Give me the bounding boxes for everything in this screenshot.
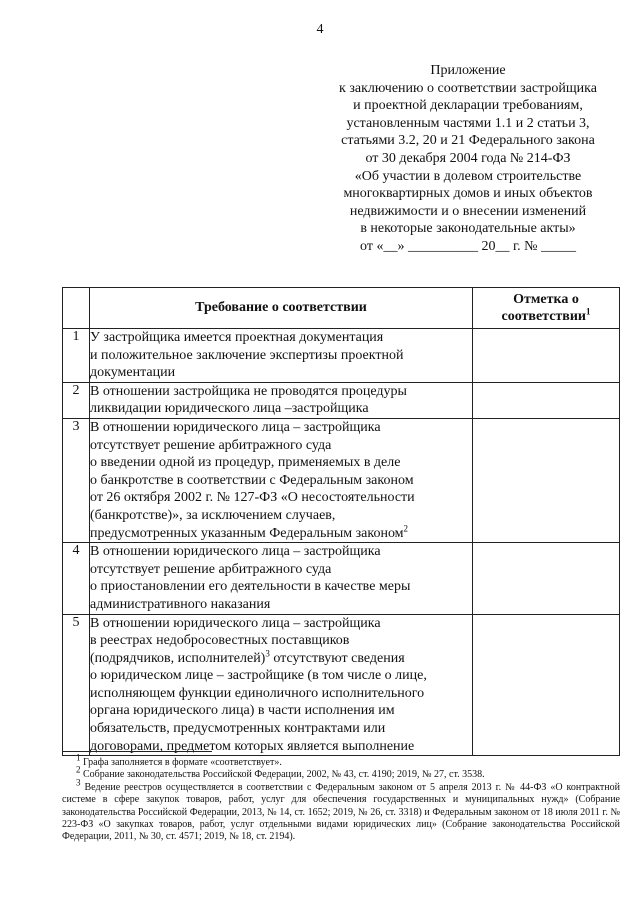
header-requirement: Требование о соответствии [90, 288, 473, 329]
footnote-ref: 3 [265, 648, 270, 659]
appendix-line: недвижимости и о внесении изменений [349, 203, 587, 219]
mark-cell[interactable] [473, 543, 620, 614]
mark-cell[interactable] [473, 614, 620, 756]
text-line: и положительное заключение экспертизы проектной [90, 347, 404, 363]
text-line: документации [90, 365, 176, 381]
requirement-text [90, 543, 473, 614]
text-line: (банкротстве)», за исключением случаев, [90, 507, 336, 523]
appendix-line: статьями 3.2, 20 и 21 Федерального закона [341, 133, 595, 149]
footnote-ref: 2 [403, 522, 409, 533]
appendix-line: от «__» __________ 20__ г. № _____ [360, 238, 576, 254]
requirement-text [90, 382, 473, 418]
row-number: 5 [63, 614, 90, 756]
footnote-mark: 3 [76, 777, 81, 788]
table-row [63, 418, 620, 542]
footnote-separator [62, 751, 212, 752]
requirement-text [90, 418, 473, 542]
text-line: отсутствует решение арбитражного суда [90, 561, 332, 577]
table-row [63, 543, 620, 614]
text-line: В отношении юридического лица – застройщика [90, 615, 381, 631]
row-number: 4 [63, 543, 90, 614]
text-line: о юридическом лице – застройщике (в том числе о лице, [90, 668, 427, 684]
footnote-text: Ведение реестров осуществляется в соответствии с Федеральным законом от 5 апреля 2013 г. № 44-ФЗ «О контрактной системе в сфере закупок товаров, работ, услуг для обеспечения государственных и муниципальных нужд» (Собрание законодательства Российской Федерации, 2013, № 14, ст. 1652; 2019, № 26, ст. 3318) и Федеральным законом от 18 июля 2011 г. № 223-ФЗ «О закупках товаров, работ, услуг отдельными видами юридических лиц» (Собрание законодательства Российской Федерации, 2011, № 30, ст. 4571; 2019, № 18, ст. 2194). [62, 781, 620, 843]
row-number: 3 [63, 418, 90, 542]
appendix-line: установленным частями 1.1 и 2 статьи 3, [346, 115, 590, 131]
requirement-text [90, 614, 473, 756]
text-line-tail: отсутствуют сведения [269, 650, 405, 666]
text-line: административного наказания [90, 596, 271, 612]
text-line: органа юридического лица) в части исполнения им [90, 703, 395, 719]
header-mark-line1: Отметка о [513, 292, 579, 307]
appendix-line: от 30 декабря 2004 года № 214-ФЗ [365, 150, 571, 166]
footnote-ref: 1 [586, 306, 591, 317]
header-number-cell [63, 288, 90, 329]
footnote-mark: 1 [76, 752, 81, 763]
text-line: ликвидации юридического лица –застройщика [90, 401, 369, 417]
footnote [62, 765, 620, 781]
text-line: отсутствует решение арбитражного суда [90, 437, 332, 453]
table-row [63, 382, 620, 418]
text-line-content: предусмотренных указанным Федеральным законом [90, 525, 404, 541]
text-line: о банкротстве в соответствии с Федеральным законом [90, 472, 414, 488]
requirements-table [62, 287, 620, 756]
requirement-text [90, 329, 473, 383]
appendix-line: Приложение [430, 63, 506, 78]
text-line [90, 650, 472, 668]
footnotes [62, 752, 620, 844]
text-line: о введении одной из процедур, применяемых в деле [90, 455, 401, 471]
appendix-heading [318, 62, 618, 256]
text-line: В отношении юридического лица – застройщика [90, 544, 381, 560]
text-line [90, 522, 472, 543]
page-number: 4 [316, 22, 324, 37]
text-line: В отношении застройщика не проводятся процедуры [90, 383, 407, 399]
text-line: У застройщика имеется проектная документация [90, 330, 384, 345]
text-line: о приостановлении его деятельности в качестве меры [90, 579, 411, 595]
text-line: договорами, предметом которых является выполнение [90, 738, 415, 754]
appendix-line: многоквартирных домов и иных объектов [343, 186, 593, 202]
header-mark [473, 288, 620, 329]
text-line: В отношении юридического лица – застройщика [90, 419, 381, 435]
row-number: 2 [63, 382, 90, 418]
appendix-line: в некоторые законодательные акты» [360, 221, 576, 237]
text-line: исполняющем функции единоличного исполнительного [90, 685, 425, 701]
footnote-text: Собрание законодательства Российской Федерации, 2002, № 43, ст. 4190; 2019, № 27, ст. 3538. [80, 769, 485, 781]
table-row [63, 329, 620, 383]
mark-cell[interactable] [473, 418, 620, 542]
table-header-row [63, 288, 620, 329]
text-line: обязательств, предусмотренных контрактами или [90, 721, 386, 737]
footnote-mark: 2 [76, 765, 81, 776]
text-line-content: (подрядчиков, исполнителей) [90, 650, 266, 666]
mark-cell[interactable] [473, 382, 620, 418]
appendix-line: и проектной декларации требованиям, [353, 98, 583, 114]
footnote [62, 752, 620, 769]
header-mark-line2: соответствии [501, 309, 586, 324]
appendix-line: «Об участии в долевом строительстве [354, 168, 582, 184]
appendix-line: к заключению о соответствии застройщика [339, 80, 597, 96]
table-row [63, 614, 620, 756]
text-line: в реестрах недобросовестных поставщиков [90, 633, 350, 649]
row-number: 1 [63, 329, 90, 383]
footnote-text: Графа заполняется в формате «соответствует». [80, 757, 282, 768]
footnote [62, 777, 620, 844]
text-line: от 26 октября 2002 г. № 127-ФЗ «О несостоятельности [90, 490, 415, 506]
mark-cell[interactable] [473, 329, 620, 383]
